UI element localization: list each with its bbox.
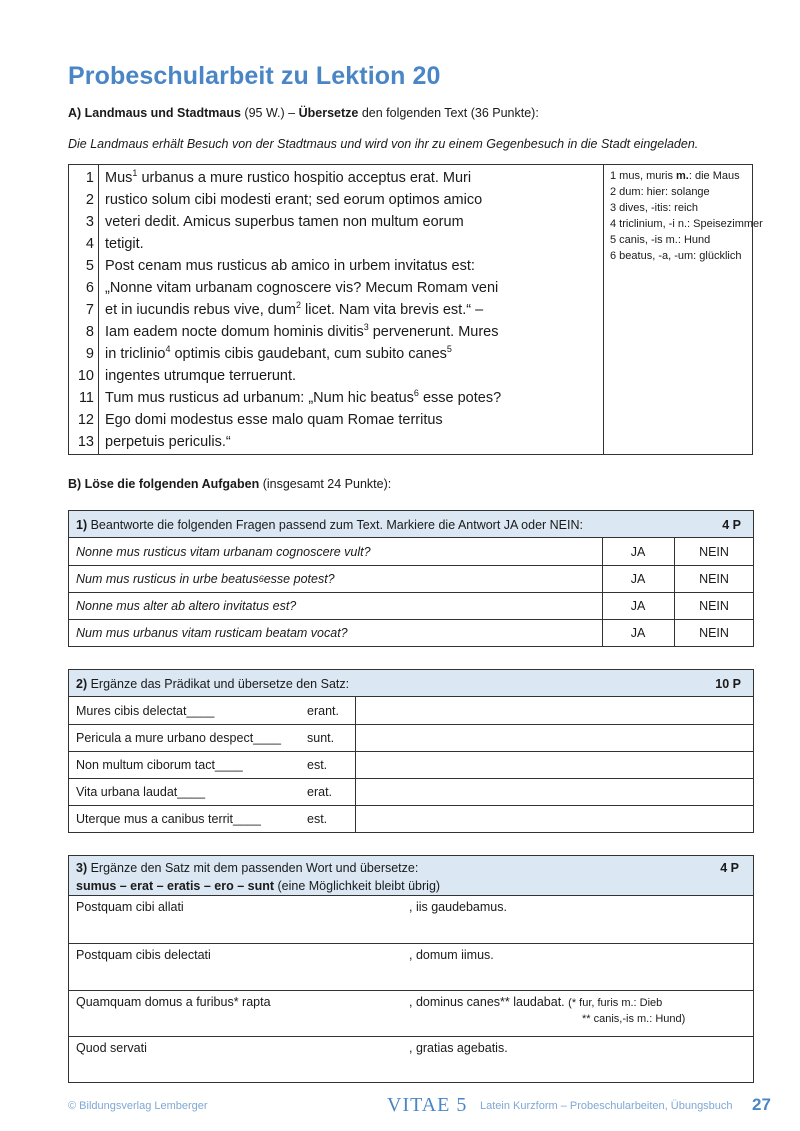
question-text (76, 620, 348, 646)
line-number: 5 (85, 258, 94, 274)
task-1-header (69, 511, 753, 538)
auxiliary-verb: est. (307, 758, 328, 772)
section-a-words: (95 W.) – (240, 106, 299, 120)
latin-text: perpetuis periculis.“ (105, 434, 231, 450)
latin-line (105, 299, 483, 321)
section-b-heading (68, 477, 391, 491)
footnote-ref: 2 (296, 300, 302, 311)
section-a-heading (68, 106, 539, 120)
yes-option[interactable]: JA (630, 572, 646, 586)
task-2-table (68, 669, 754, 833)
section-a-label: A) Landmaus und Stadtmaus (68, 106, 241, 120)
task-1-table (68, 510, 754, 647)
question-row (69, 619, 753, 646)
latin-line (105, 255, 475, 277)
footnote-ref: 5 (446, 344, 452, 355)
latin-text: in triclinio (105, 346, 166, 362)
sentence-row (69, 990, 753, 1036)
task-number: 2) (76, 677, 88, 691)
task-2-header (69, 670, 753, 697)
sentence-row (69, 724, 753, 751)
sentence-row (69, 1036, 753, 1083)
question-text (76, 538, 371, 565)
line-number: 3 (85, 214, 94, 230)
latin-text: esse potes? (418, 390, 502, 406)
footnote-ref: 3 (363, 322, 369, 333)
sentence-row (69, 697, 753, 724)
latin-line (105, 365, 296, 387)
auxiliary-verb: erat. (307, 785, 333, 799)
latin-line (105, 321, 498, 343)
line-number: 8 (85, 324, 94, 340)
question-part: esse potest? (263, 572, 335, 586)
section-a-intro: Die Landmaus erhält Besuch von der Stadtmaus und wird von ihr zu einem Gegenbesuch in die Stadt eingeladen. (68, 137, 699, 151)
glossary-gender: m. (676, 170, 689, 182)
latin-line (105, 387, 501, 409)
glossary-item (610, 248, 741, 264)
footnote-dog: ** canis,-is m.: Hund) (582, 1013, 686, 1025)
sentence-stem: Mures cibis delectat____ (76, 703, 215, 718)
sentence-row (69, 778, 753, 805)
latin-text: Iam eadem nocte domum hominis divitis (105, 324, 364, 340)
sentence-stem: Vita urbana laudat____ (76, 785, 206, 799)
sentence-row (69, 751, 753, 778)
footnote-ref: 4 (165, 344, 171, 355)
latin-line (105, 431, 231, 453)
latin-text: Mus (105, 170, 133, 186)
task-3-points: 4 P (720, 861, 739, 875)
sentence-row (69, 896, 753, 943)
section-b-label: B) Löse die folgenden Aufgaben (68, 477, 260, 491)
line-number: 12 (77, 412, 94, 428)
question-text (76, 593, 296, 619)
no-option[interactable]: NEIN (699, 599, 729, 613)
glossary-item (610, 232, 710, 248)
line-number: 6 (85, 280, 94, 296)
translation-field[interactable] (356, 779, 753, 805)
sentence-start: Postquam cibis delectati (76, 948, 211, 962)
question-row (69, 538, 753, 565)
glossary-text: 1 mus, muris (610, 170, 677, 182)
latin-line (105, 343, 452, 365)
latin-line (105, 233, 144, 255)
yes-option[interactable]: JA (630, 599, 646, 613)
latin-text: ingentes utrumque terruerunt. (105, 368, 297, 384)
latin-text: veteri dedit. Amicus superbus tamen non multum eorum (105, 214, 464, 230)
glossary-item (610, 168, 740, 184)
latin-text: Tum mus rusticus ad urbanum: „Num hic beatus (105, 390, 414, 406)
glossary-text: : die Maus (688, 170, 740, 182)
footnote-thief: (* fur, furis m.: Dieb (568, 997, 663, 1009)
task-3-instruction (76, 861, 418, 875)
yes-option[interactable]: JA (630, 626, 646, 640)
task-text: Ergänze den Satz mit dem passenden Wort und übersetze: (87, 861, 419, 875)
translation-field[interactable] (356, 725, 753, 751)
task-1-instruction (76, 518, 583, 532)
footnote-ref: 1 (132, 168, 138, 179)
task-3-header (69, 856, 753, 896)
line-number: 10 (77, 368, 94, 384)
question-part: Num mus rusticus in urbe beatus (76, 572, 259, 586)
no-option[interactable]: NEIN (699, 626, 729, 640)
latin-text: urbanus a mure rustico hospitio acceptus erat. Muri (137, 170, 472, 186)
latin-line (105, 167, 471, 189)
sentence-end: , gratias agebatis. (409, 1041, 508, 1055)
sentence-stem: Pericula a mure urbano despect____ (76, 731, 281, 745)
line-number: 13 (77, 434, 94, 450)
page-number: 27 (752, 1095, 771, 1114)
question-row (69, 565, 753, 592)
footer-copyright: © Bildungsverlag Lemberger (68, 1100, 208, 1112)
latin-text: tetigit. (105, 236, 144, 252)
glossary-text: 3 dives, -itis: reich (610, 202, 699, 214)
page-title: Probeschularbeit zu Lektion 20 (68, 62, 441, 90)
latin-text: licet. Nam vita brevis est.“ – (301, 302, 484, 318)
yes-option[interactable]: JA (630, 544, 646, 559)
latin-text: Post cenam mus rusticus ab amico in urbem invitatus est: (105, 258, 475, 274)
question-text: Num mus rusticus in urbe beatus 6 esse potest? (76, 572, 335, 586)
glossary-item (610, 200, 698, 216)
latin-line (105, 189, 482, 211)
question-part: Nonne mus alter ab altero invitatus est? (76, 599, 297, 613)
task-2-instruction (76, 677, 349, 691)
task-3-table (68, 855, 754, 1083)
latin-text-box (68, 164, 763, 455)
latin-text: pervenerunt. Mures (368, 324, 499, 340)
glossary-item (610, 216, 763, 232)
glossary-column (604, 165, 763, 454)
line-number: 4 (85, 236, 94, 252)
glossary-item (610, 184, 710, 200)
translation-field[interactable] (356, 752, 753, 778)
task-number: 3) (76, 861, 88, 875)
line-number-column (69, 165, 99, 454)
glossary-text: 2 dum: hier: solange (610, 186, 710, 198)
question-part: Nonne mus rusticus vitam urbanam cognoscere vult? (76, 544, 371, 559)
line-number: 9 (85, 346, 94, 362)
glossary-text: 6 beatus, -a, -um: glücklich (610, 250, 742, 262)
latin-text: et in iucundis rebus vive, dum (105, 302, 297, 318)
latin-line (105, 409, 443, 431)
glossary-text: 4 triclinium, -i n.: Speisezimmer (610, 218, 763, 230)
auxiliary-verb: est. (307, 812, 328, 826)
sentence-row (69, 943, 753, 990)
sentence-start: Quod servati (76, 1041, 147, 1055)
latin-text-column (99, 165, 604, 454)
section-a-verb: Übersetze (298, 106, 359, 120)
footer-subtitle: Latein Kurzform – Probeschularbeiten, Übungsbuch (480, 1100, 733, 1112)
no-option[interactable]: NEIN (699, 572, 729, 586)
word-bank (76, 879, 440, 893)
sentence-end: , iis gaudebamus. (409, 900, 507, 914)
task-number: 1) (76, 518, 88, 532)
section-a-rest: den folgenden Text (36 Punkte): (358, 106, 539, 120)
latin-text: rustico solum cibi modesti erant; sed eorum optimos amico (105, 192, 483, 208)
sentence-end (409, 995, 662, 1009)
task-1-points: 4 P (722, 518, 741, 532)
sentence-start: Quamquam domus a furibus* rapta (76, 995, 271, 1009)
sentence-stem: Uterque mus a canibus territ____ (76, 812, 261, 826)
latin-line (105, 277, 498, 299)
latin-text: optimis cibis gaudebant, cum subito canes (170, 346, 447, 362)
translation-field[interactable] (356, 806, 753, 832)
word-bank-words: sumus – erat – eratis – ero – sunt (76, 879, 275, 893)
no-option[interactable]: NEIN (699, 544, 729, 559)
line-number: 1 (85, 170, 94, 186)
sentence-end-text: , dominus canes** laudabat. (409, 995, 565, 1009)
auxiliary-verb: erant. (307, 703, 339, 718)
sentence-stem: Non multum ciborum tact____ (76, 758, 243, 772)
footer-brand-logo: VITAE 5 (387, 1094, 468, 1116)
footnote-ref: 6 (413, 388, 419, 399)
task-text: Ergänze das Prädikat und übersetze den Satz: (87, 677, 350, 691)
latin-text: „Nonne vitam urbanam cognoscere vis? Mecum Romam veni (105, 280, 499, 296)
auxiliary-verb: sunt. (307, 731, 335, 745)
sentence-end: , domum iimus. (409, 948, 494, 962)
task-text: Beantworte die folgenden Fragen passend zum Text. Markiere die Antwort JA oder NEIN: (87, 518, 583, 532)
translation-field[interactable] (356, 697, 753, 724)
section-b-rest: (insgesamt 24 Punkte): (259, 477, 392, 491)
sentence-start: Postquam cibi allati (76, 900, 184, 914)
sentence-row (69, 805, 753, 832)
latin-line (105, 211, 464, 233)
latin-text: Ego domi modestus esse malo quam Romae territus (105, 412, 443, 428)
question-part: Num mus urbanus vitam rusticam beatam vocat? (76, 626, 348, 640)
line-number: 2 (85, 192, 94, 208)
line-number: 7 (85, 302, 94, 318)
task-2-points: 10 P (715, 677, 741, 691)
glossary-text: 5 canis, -is m.: Hund (610, 234, 711, 246)
word-bank-note: (eine Möglichkeit bleibt übrig) (274, 879, 441, 893)
question-row (69, 592, 753, 619)
line-number: 11 (78, 390, 94, 406)
